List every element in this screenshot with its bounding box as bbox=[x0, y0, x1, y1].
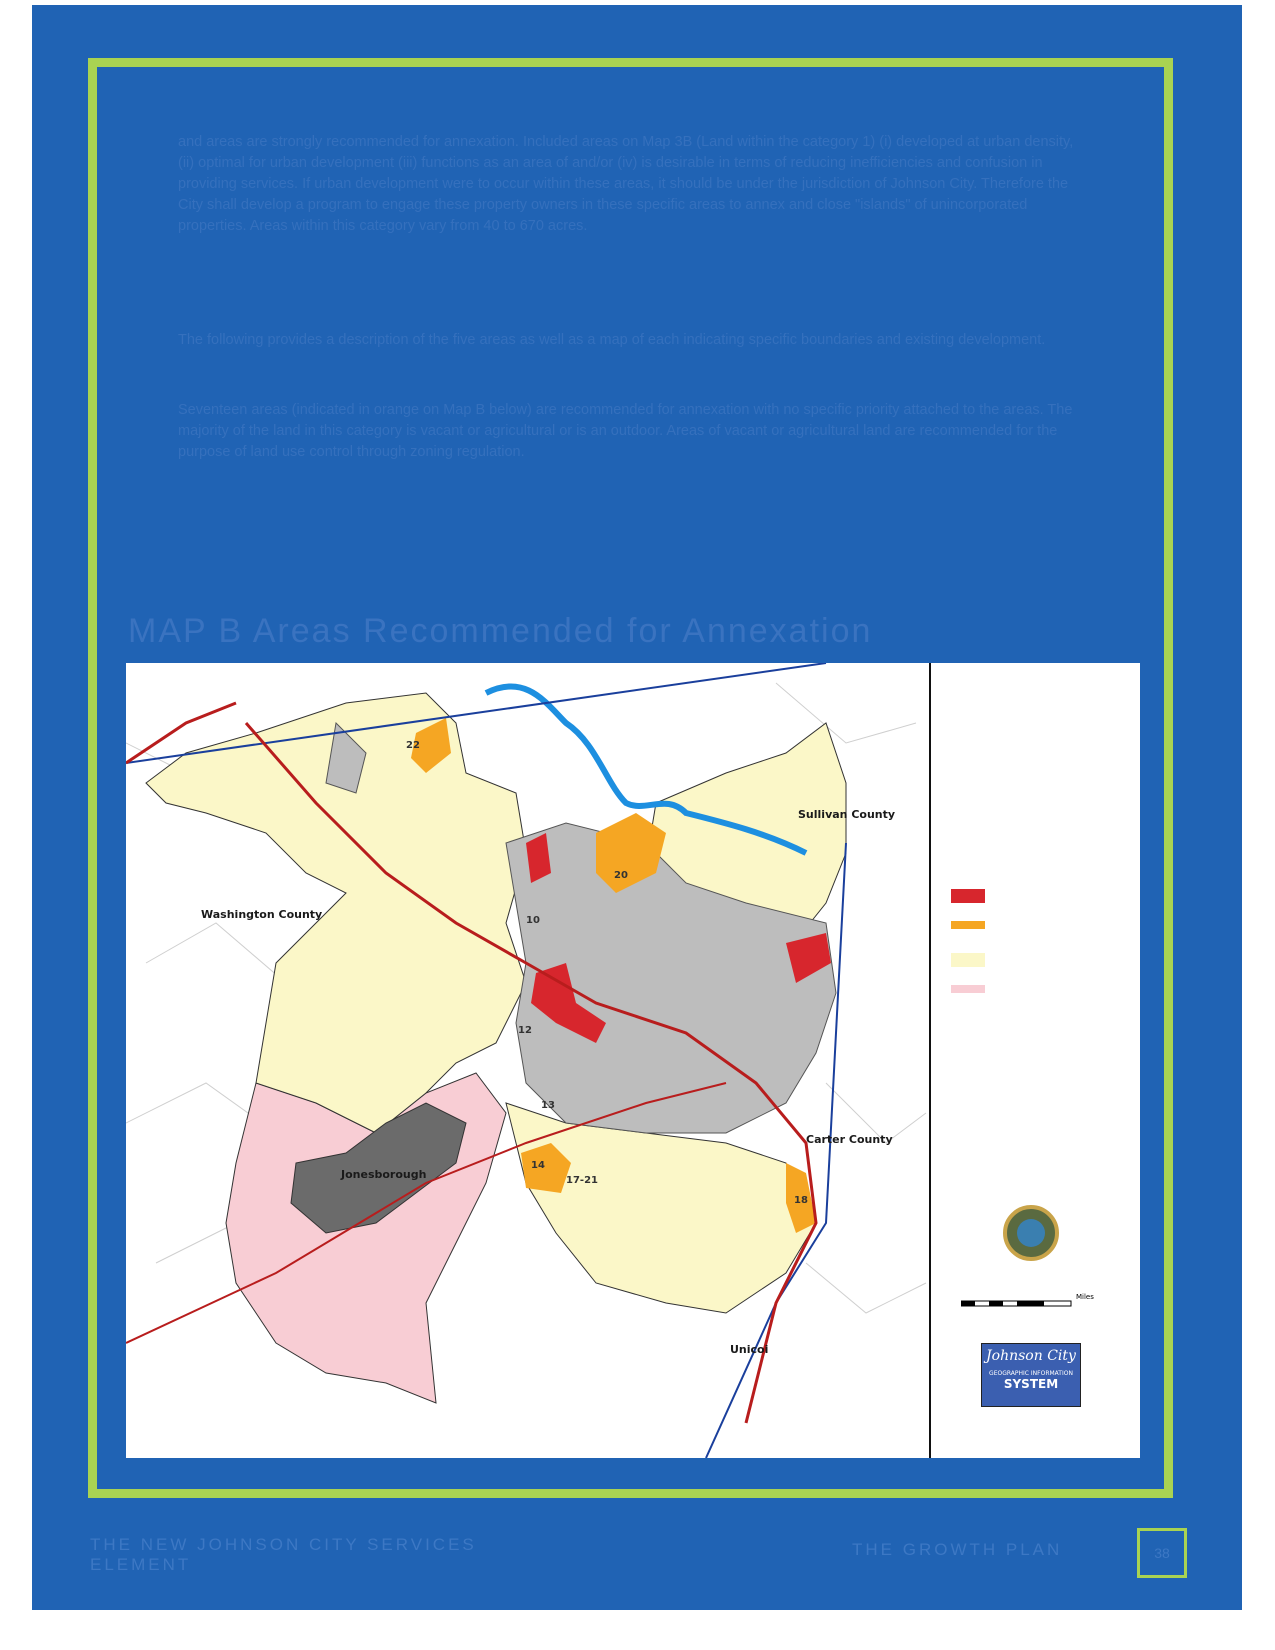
area-number-13: 13 bbox=[541, 1100, 555, 1111]
footer-left-line1: THE NEW JOHNSON CITY SERVICES bbox=[90, 1535, 477, 1554]
area-number-20: 20 bbox=[614, 870, 628, 881]
area-number-12: 12 bbox=[518, 1025, 532, 1036]
page-number: 38 bbox=[1137, 1528, 1187, 1578]
map-canvas bbox=[126, 663, 929, 1458]
legend-red-swatch bbox=[951, 889, 985, 903]
legend-yellow-swatch bbox=[951, 953, 985, 967]
gis-logo-title: Johnson City bbox=[986, 1348, 1076, 1364]
legend-orange-swatch bbox=[951, 921, 985, 929]
jonesborough-label: Jonesborough bbox=[341, 1168, 427, 1181]
area-number-14: 14 bbox=[531, 1160, 545, 1171]
map-legend bbox=[929, 663, 1140, 1458]
unicoi-label: Unicoi bbox=[730, 1343, 769, 1356]
scale-units-label: Miles bbox=[1076, 1293, 1094, 1301]
area-number-18: 18 bbox=[794, 1195, 808, 1206]
footer-left bbox=[90, 1535, 477, 1575]
paragraph-five-areas: The following provides a description of the five areas as well as a map of each indicating specific boundaries and existing development. bbox=[178, 332, 1046, 348]
area-number-10: 10 bbox=[526, 915, 540, 926]
paragraph-annexation-intro: and areas are strongly recommended for annexation. Included areas on Map 3B (Land within the category 1) (i) developed at urban density, (ii) optimal for urban development (iii) functions as an area of and/or (iv) is desirable in terms of reducing inefficiencies and confusion in providing services. If urban development were to occur within these areas, it should be under the jurisdiction of Johnson City. Therefore the City shall develop a program to engage these property owners in these specific areas to annex and close "islands" of unincorporated properties. Areas within this category vary from 40 to 670 acres. bbox=[178, 134, 1074, 234]
carter-county-label: Carter County bbox=[806, 1133, 893, 1146]
area-number-22: 22 bbox=[406, 740, 420, 751]
scale-bar bbox=[961, 1293, 1081, 1313]
footer-right: THE GROWTH PLAN bbox=[852, 1540, 1063, 1559]
washington-county-label: Washington County bbox=[201, 908, 323, 921]
gis-logo-system: SYSTEM bbox=[1003, 1377, 1059, 1391]
gis-logo-subtitle: GEOGRAPHIC INFORMATION bbox=[989, 1370, 1073, 1377]
city-seal-icon bbox=[1001, 1203, 1061, 1263]
area-number-17-21: 17-21 bbox=[566, 1175, 598, 1186]
annexation-map bbox=[126, 663, 1140, 1458]
sullivan-county-label: Sullivan County bbox=[798, 808, 896, 821]
gis-logo bbox=[981, 1343, 1081, 1407]
map-title: MAP B Areas Recommended for Annexation bbox=[128, 612, 873, 650]
legend-pink-swatch bbox=[951, 985, 985, 993]
paragraph-seventeen-areas: Seventeen areas (indicated in orange on Map B below) are recommended for annexation with no specific priority attached to the areas. The majority of the land in this category is vacant or agricultural or is an outdoor. Areas of vacant or agricultural land are recommended for the purpose of land use control through zoning regulation. bbox=[178, 402, 1073, 460]
footer-left-line2: ELEMENT bbox=[90, 1555, 192, 1574]
